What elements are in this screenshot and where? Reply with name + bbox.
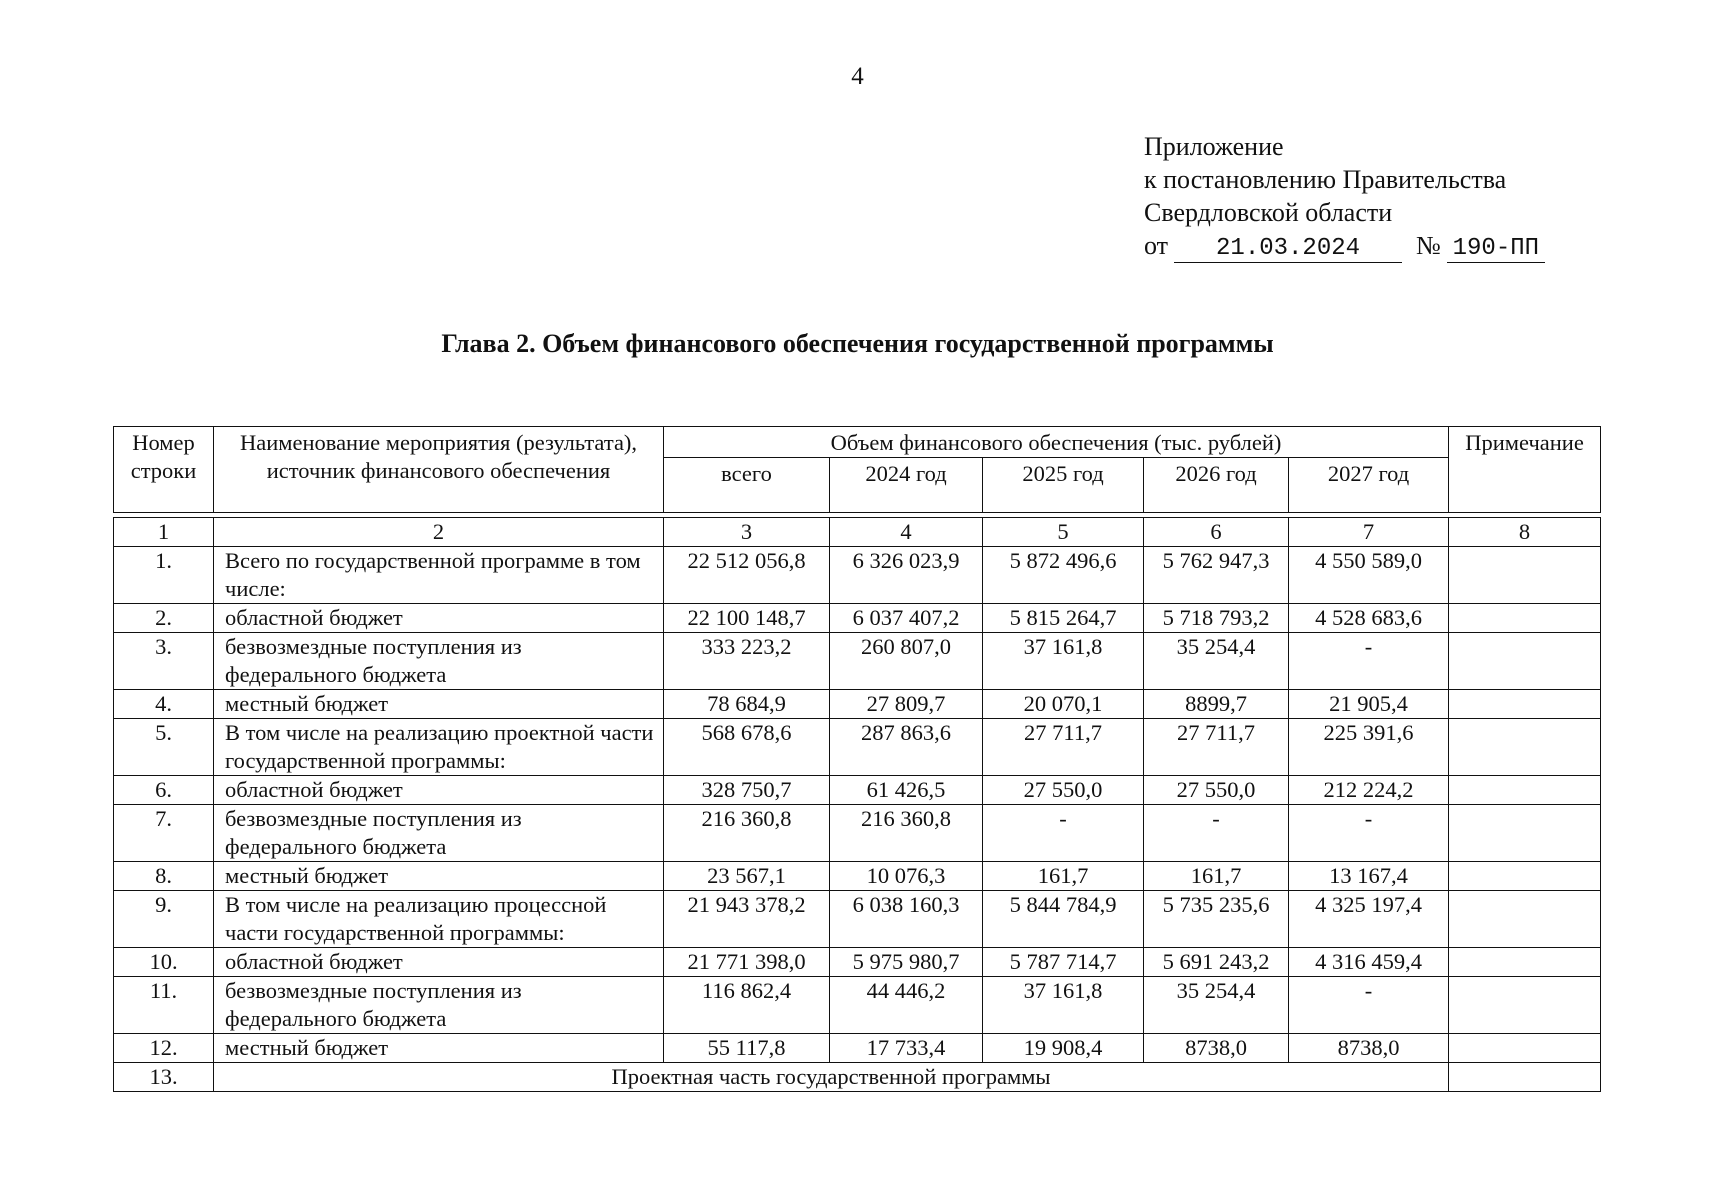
table-row	[114, 633, 1601, 690]
appendix-line-3: Свердловской области	[1144, 198, 1393, 227]
value-2026: 5 762 947,3	[1144, 547, 1289, 604]
value-2027: -	[1289, 805, 1449, 862]
header-volume: Объем финансового обеспечения (тыс. рублей)	[664, 427, 1449, 458]
table-row	[114, 862, 1601, 891]
value-total: 22 512 056,8	[664, 547, 830, 604]
row-note	[1449, 977, 1601, 1034]
header-2025: 2025 год	[983, 458, 1144, 513]
row-note	[1449, 862, 1601, 891]
value-total: 21 771 398,0	[664, 948, 830, 977]
value-2025: 5 872 496,6	[983, 547, 1144, 604]
row-name: местный бюджет	[214, 1034, 664, 1063]
row-name: В том числе на реализацию проектной части государственной программы:	[214, 719, 664, 776]
value-2025: 27 711,7	[983, 719, 1144, 776]
row-name: местный бюджет	[214, 862, 664, 891]
appendix-date-line	[1144, 229, 1545, 263]
column-number: 4	[830, 518, 983, 547]
header-total: всего	[664, 458, 830, 513]
row-name: В том числе на реализацию процессной части государственной программы:	[214, 891, 664, 948]
table-row	[114, 1034, 1601, 1063]
value-total: 116 862,4	[664, 977, 830, 1034]
value-2027: 4 528 683,6	[1289, 604, 1449, 633]
column-number: 1	[114, 518, 214, 547]
column-number: 5	[983, 518, 1144, 547]
value-2024: 6 037 407,2	[830, 604, 983, 633]
value-2024: 61 426,5	[830, 776, 983, 805]
value-2026: 35 254,4	[1144, 633, 1289, 690]
value-2025: 5 815 264,7	[983, 604, 1144, 633]
row-number: 1.	[114, 547, 214, 604]
row-number: 7.	[114, 805, 214, 862]
value-2024: 6 038 160,3	[830, 891, 983, 948]
table-row	[114, 805, 1601, 862]
value-total: 23 567,1	[664, 862, 830, 891]
value-2026: 5 718 793,2	[1144, 604, 1289, 633]
row-number: 11.	[114, 977, 214, 1034]
table-row	[114, 948, 1601, 977]
financing-table	[113, 426, 1601, 1092]
value-2026: 27 550,0	[1144, 776, 1289, 805]
section-row	[114, 1063, 1601, 1092]
value-2026: 5 735 235,6	[1144, 891, 1289, 948]
value-total: 216 360,8	[664, 805, 830, 862]
header-row-number: Номер строки	[114, 427, 214, 513]
value-2026: 27 711,7	[1144, 719, 1289, 776]
value-2024: 17 733,4	[830, 1034, 983, 1063]
value-2025: 161,7	[983, 862, 1144, 891]
value-2024: 10 076,3	[830, 862, 983, 891]
row-number: 9.	[114, 891, 214, 948]
document-number: 190-ПП	[1447, 236, 1545, 263]
row-note	[1449, 891, 1601, 948]
value-2024: 27 809,7	[830, 690, 983, 719]
value-total: 333 223,2	[664, 633, 830, 690]
value-2024: 260 807,0	[830, 633, 983, 690]
value-2025: 27 550,0	[983, 776, 1144, 805]
table-row	[114, 891, 1601, 948]
row-note	[1449, 805, 1601, 862]
table-header	[114, 427, 1601, 513]
row-name: безвозмездные поступления из федерального бюджета	[214, 977, 664, 1034]
row-number: 13.	[114, 1063, 214, 1092]
column-number-row	[114, 518, 1601, 547]
row-number: 2.	[114, 604, 214, 633]
column-number: 3	[664, 518, 830, 547]
appendix-block	[1144, 130, 1545, 263]
header-name: Наименование мероприятия (результата), источник финансового обеспечения	[214, 427, 664, 513]
column-number: 6	[1144, 518, 1289, 547]
value-2027: 21 905,4	[1289, 690, 1449, 719]
row-number: 4.	[114, 690, 214, 719]
row-name: Всего по государственной программе в том числе:	[214, 547, 664, 604]
value-2025: 5 787 714,7	[983, 948, 1144, 977]
value-2025: -	[983, 805, 1144, 862]
row-note	[1449, 776, 1601, 805]
section-label: Проектная часть государственной программы	[214, 1063, 1449, 1092]
header-2024: 2024 год	[830, 458, 983, 513]
value-2027: 8738,0	[1289, 1034, 1449, 1063]
row-number: 5.	[114, 719, 214, 776]
value-2026: 35 254,4	[1144, 977, 1289, 1034]
value-2026: 161,7	[1144, 862, 1289, 891]
value-2026: 8738,0	[1144, 1034, 1289, 1063]
table-row	[114, 690, 1601, 719]
row-note	[1449, 1063, 1601, 1092]
row-note	[1449, 690, 1601, 719]
row-name: областной бюджет	[214, 948, 664, 977]
table-row	[114, 776, 1601, 805]
row-number: 6.	[114, 776, 214, 805]
appendix-line-2: к постановлению Правительства	[1144, 165, 1507, 194]
table-body	[114, 513, 1601, 1092]
row-name: областной бюджет	[214, 604, 664, 633]
value-2024: 216 360,8	[830, 805, 983, 862]
row-note	[1449, 547, 1601, 604]
value-2026: 8899,7	[1144, 690, 1289, 719]
chapter-title: Глава 2. Объем финансового обеспечения государственной программы	[441, 329, 1274, 358]
value-2027: 225 391,6	[1289, 719, 1449, 776]
value-2027: -	[1289, 633, 1449, 690]
row-name: безвозмездные поступления из федерального бюджета	[214, 805, 664, 862]
row-note	[1449, 604, 1601, 633]
financing-table-container	[113, 426, 1600, 1092]
table-row	[114, 604, 1601, 633]
value-total: 22 100 148,7	[664, 604, 830, 633]
value-2025: 19 908,4	[983, 1034, 1144, 1063]
row-note	[1449, 633, 1601, 690]
value-2027: -	[1289, 977, 1449, 1034]
column-number: 8	[1449, 518, 1601, 547]
date-prefix: от	[1144, 231, 1169, 260]
header-note: Примечание	[1449, 427, 1601, 513]
row-name: областной бюджет	[214, 776, 664, 805]
table-row	[114, 547, 1601, 604]
value-2027: 4 550 589,0	[1289, 547, 1449, 604]
appendix-line-1: Приложение	[1144, 132, 1284, 161]
value-2024: 287 863,6	[830, 719, 983, 776]
row-name: безвозмездные поступления из федерального бюджета	[214, 633, 664, 690]
value-2024: 6 326 023,9	[830, 547, 983, 604]
column-number: 2	[214, 518, 664, 547]
value-total: 21 943 378,2	[664, 891, 830, 948]
value-2025: 20 070,1	[983, 690, 1144, 719]
row-number: 8.	[114, 862, 214, 891]
value-2024: 44 446,2	[830, 977, 983, 1034]
row-note	[1449, 948, 1601, 977]
value-2027: 212 224,2	[1289, 776, 1449, 805]
value-2026: 5 691 243,2	[1144, 948, 1289, 977]
header-2027: 2027 год	[1289, 458, 1449, 513]
value-2024: 5 975 980,7	[830, 948, 983, 977]
page-number: 4	[851, 63, 864, 90]
table-row	[114, 719, 1601, 776]
value-2025: 5 844 784,9	[983, 891, 1144, 948]
value-total: 328 750,7	[664, 776, 830, 805]
row-note	[1449, 1034, 1601, 1063]
row-number: 3.	[114, 633, 214, 690]
row-number: 12.	[114, 1034, 214, 1063]
value-total: 568 678,6	[664, 719, 830, 776]
table-row	[114, 977, 1601, 1034]
value-total: 55 117,8	[664, 1034, 830, 1063]
value-2027: 13 167,4	[1289, 862, 1449, 891]
column-number: 7	[1289, 518, 1449, 547]
header-2026: 2026 год	[1144, 458, 1289, 513]
date-value: 21.03.2024	[1174, 236, 1402, 263]
row-name: местный бюджет	[214, 690, 664, 719]
row-number: 10.	[114, 948, 214, 977]
value-2025: 37 161,8	[983, 633, 1144, 690]
value-2026: -	[1144, 805, 1289, 862]
value-2025: 37 161,8	[983, 977, 1144, 1034]
value-total: 78 684,9	[664, 690, 830, 719]
number-sign: №	[1416, 231, 1441, 260]
row-note	[1449, 719, 1601, 776]
value-2027: 4 316 459,4	[1289, 948, 1449, 977]
value-2027: 4 325 197,4	[1289, 891, 1449, 948]
